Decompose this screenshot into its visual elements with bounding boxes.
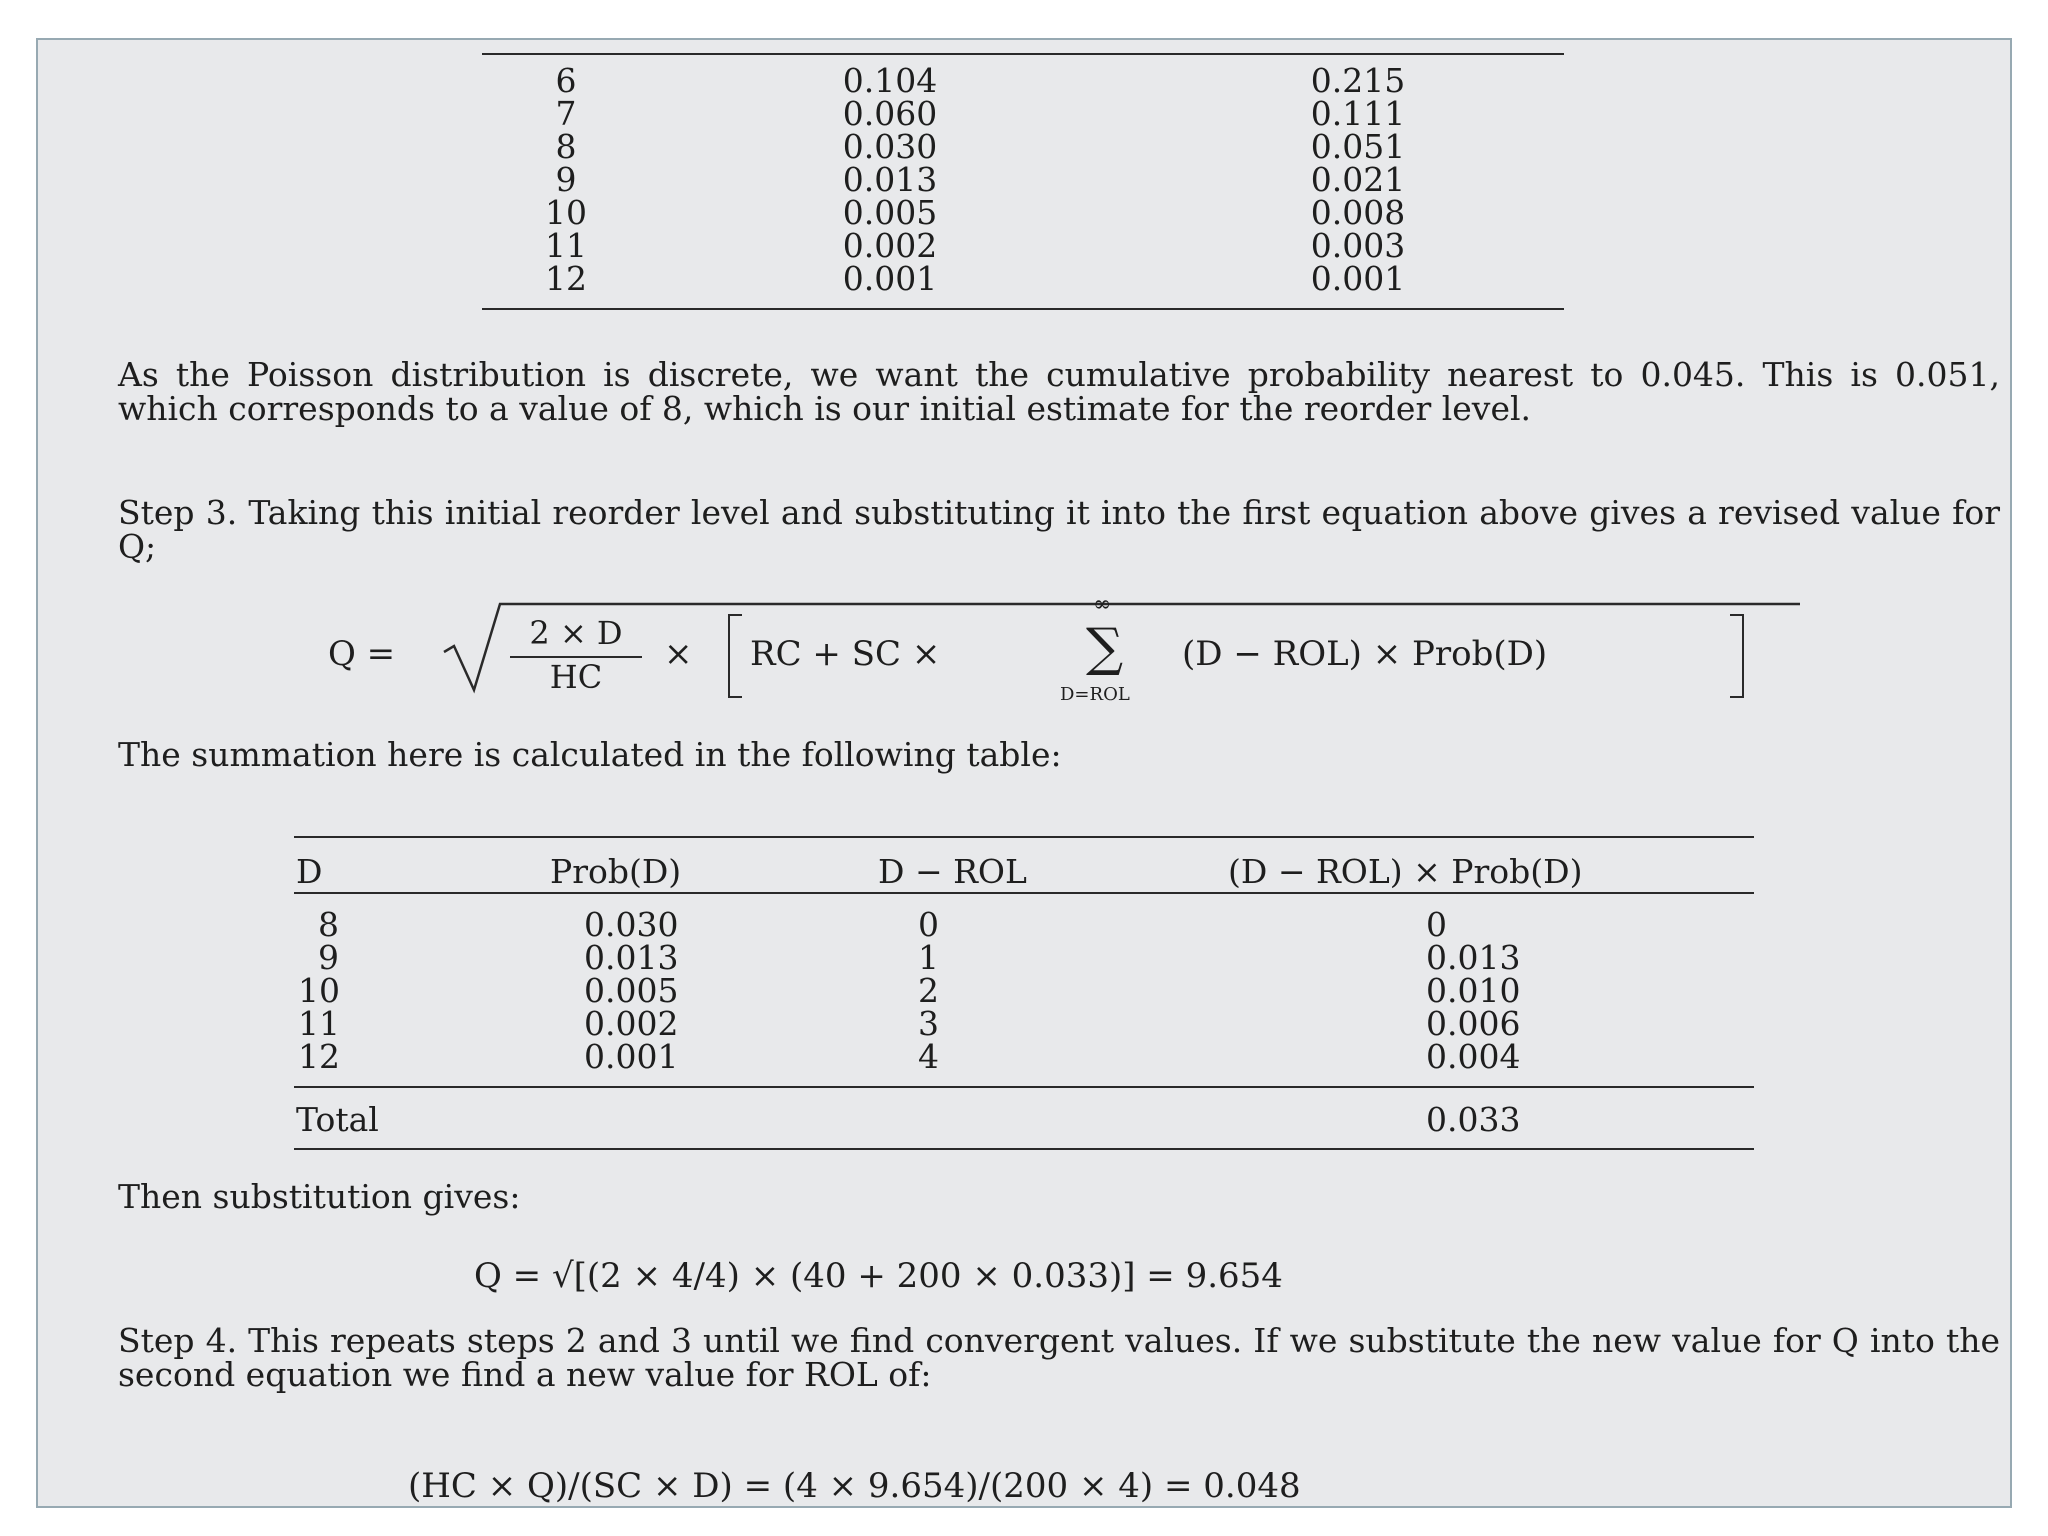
table1-value-cell: 6 [555,61,577,100]
total-value: 0.033 [1426,1100,1521,1139]
table1-value-cell: 8 [555,127,577,166]
table1-probability-cell: 0.060 [842,94,938,133]
table2-d-minus-rol-cell: 4 [918,1037,939,1076]
table2-product-cell: 0.013 [1426,938,1521,977]
paragraph-step-4: Step 4. This repeats steps 2 and 3 until we find convergent values. If we substitute the new value for Q into the second equation we find a new value for ROL of: [118,1321,2000,1394]
table1-value-cell: 7 [555,94,577,133]
paragraph-step-3: Step 3. Taking this initial reorder level and substituting it into the first equation above gives a revised value for Q; [118,493,2000,566]
summation-term: (D − ROL) × Prob(D) [1182,634,1548,674]
table2-d-minus-rol-cell: 2 [918,971,939,1010]
table2-header-rule [294,892,1754,894]
table2-d-cell: 8 [318,905,339,944]
sigma-upper-limit: ∞ [1093,592,1112,617]
table1-probability-cell: 0.005 [842,193,938,232]
table2-prob-cell: 0.013 [584,938,679,977]
table1-top-rule [482,53,1564,55]
header-d-minus-rol: D − ROL [878,852,1027,891]
table1-cumulative-probability-cell: 0.111 [1310,94,1406,133]
table2-d-cell: 12 [298,1037,340,1076]
sigma-lower-limit: D=ROL [1060,684,1130,705]
times-sign: × [664,634,693,674]
header-product: (D − ROL) × Prob(D) [1228,852,1583,891]
q-equals: Q = [328,634,396,674]
paragraph-poisson-discrete: As the Poisson distribution is discrete, we want the cumulative probability nearest to 0.045. This is 0.051, which corresponds to a value of 8, which is our initial estimate for the reorder level. [118,355,2000,428]
table1-value-cell: 12 [545,259,587,298]
header-d: D [296,852,323,891]
table2-bottom-rule [294,1148,1754,1150]
table1-probability-cell: 0.002 [842,226,938,265]
q-result-equation: Q = √[(2 × 4/4) × (40 + 200 × 0.033)] = 9.654 [474,1256,1283,1296]
table1-cumulative-probability-cell: 0.008 [1310,193,1406,232]
table2-prob-cell: 0.030 [584,905,679,944]
paragraph-substitution: Then substitution gives: [118,1177,521,1216]
table2-d-cell: 10 [298,971,340,1010]
table1-probability-cell: 0.001 [842,259,938,298]
table2-prob-cell: 0.002 [584,1004,679,1043]
left-bracket [728,614,742,698]
table1-cumulative-probability-cell: 0.001 [1310,259,1406,298]
table2-prob-cell: 0.005 [584,971,679,1010]
table2-product-cell: 0.006 [1426,1004,1521,1043]
table2-d-minus-rol-cell: 1 [918,938,939,977]
table2-prob-cell: 0.001 [584,1037,679,1076]
fraction-denominator: HC [549,658,603,696]
table2-top-rule [294,836,1754,838]
inner-expression: RC + SC × [750,634,941,674]
document-page [36,38,2012,1508]
table1-cumulative-probability-cell: 0.003 [1310,226,1406,265]
table1-cumulative-probability-cell: 0.021 [1310,160,1406,199]
table1-value-cell: 11 [545,226,587,265]
header-prob-d: Prob(D) [550,852,682,891]
table2-total-rule [294,1086,1754,1088]
table1-value-cell: 10 [545,193,587,232]
table2-product-cell: 0.010 [1426,971,1521,1010]
table1-cumulative-probability-cell: 0.051 [1310,127,1406,166]
table2-d-minus-rol-cell: 3 [918,1004,939,1043]
table1-probability-cell: 0.013 [842,160,938,199]
table2-d-minus-rol-cell: 0 [918,905,939,944]
table2-d-cell: 9 [318,938,339,977]
table1-value-cell: 9 [555,160,577,199]
table1-cumulative-probability-cell: 0.215 [1310,61,1406,100]
table2-product-cell: 0 [1426,905,1447,944]
right-bracket [1730,614,1744,698]
table1-probability-cell: 0.104 [842,61,938,100]
total-label: Total [296,1100,379,1139]
table2-product-cell: 0.004 [1426,1037,1521,1076]
table2-d-cell: 11 [298,1004,340,1043]
rol-result-equation: (HC × Q)/(SC × D) = (4 × 9.654)/(200 × 4) = 0.048 [408,1466,1301,1506]
table1-bottom-rule [482,308,1564,310]
fraction-numerator: 2 × D [529,614,623,652]
table1-probability-cell: 0.030 [842,127,938,166]
sigma-symbol: ∑ [1086,618,1124,678]
paragraph-summation-intro: The summation here is calculated in the following table: [118,735,1062,774]
